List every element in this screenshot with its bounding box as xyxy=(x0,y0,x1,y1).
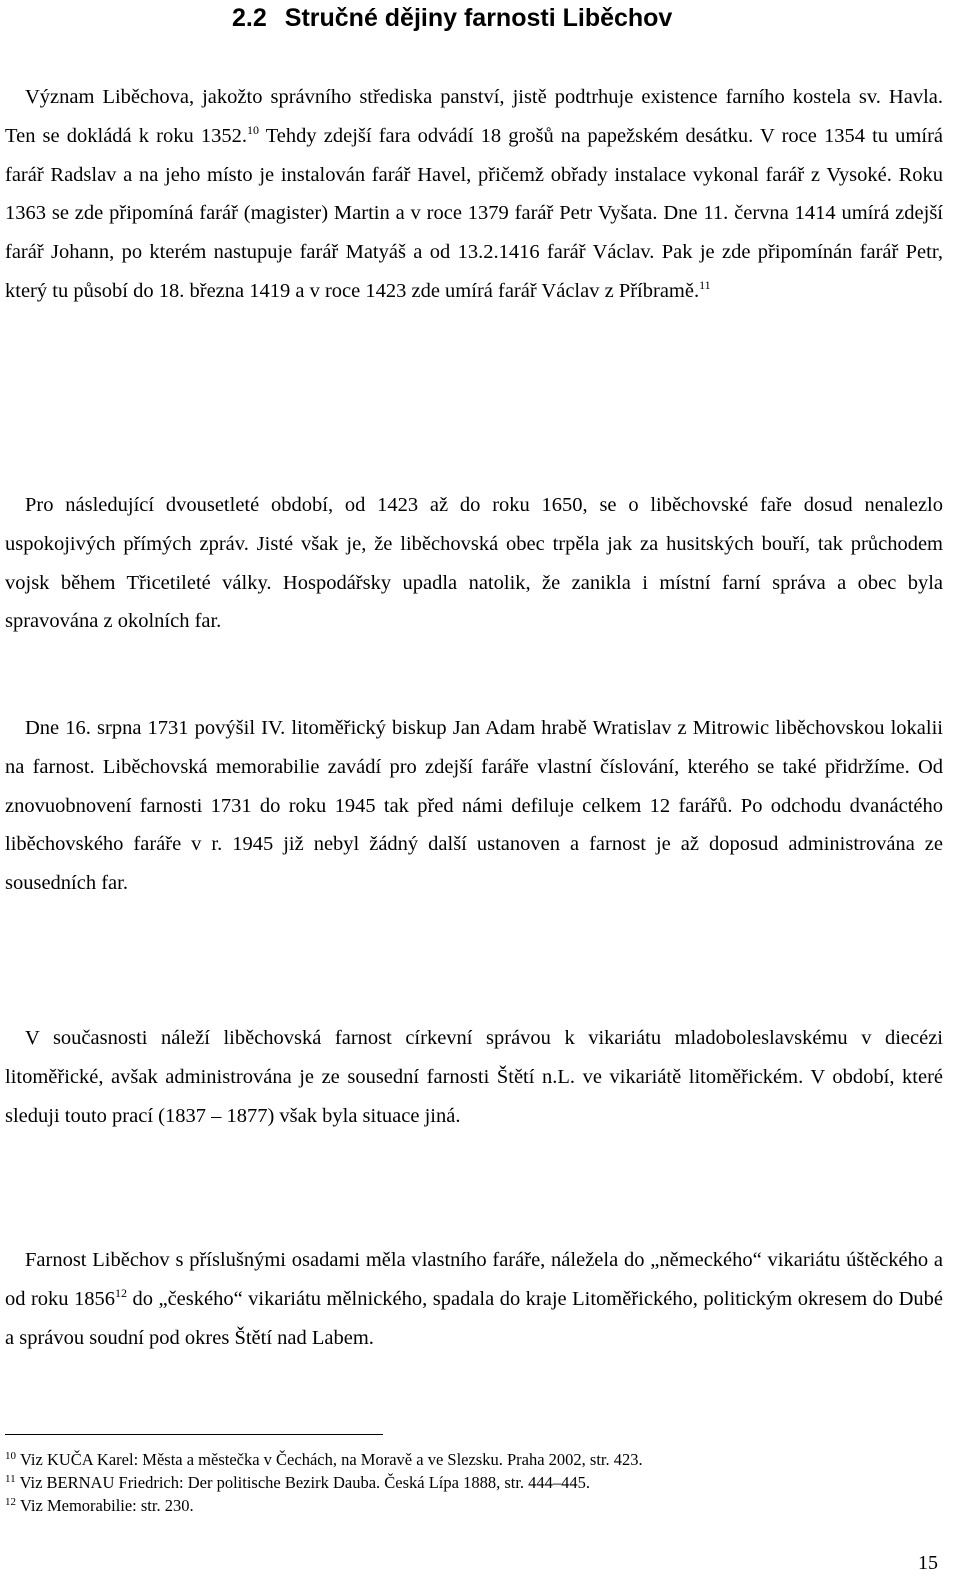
footnote-number: 11 xyxy=(5,1473,16,1485)
footnote-ref: 11 xyxy=(699,277,711,292)
footnote-ref: 10 xyxy=(246,122,259,137)
paragraph-text: Tehdy zdejší fara odvádí 18 grošů na papežském desátku. V roce 1354 tu umírá farář Radslav a na jeho místo je instalován farář Havel, přičemž obřady instalace vykonal farář z Vysoké. Roku 1363 se zde připomíná farář (magister) Martin a v roce 1379 farář Petr Vyšata. Dne 11. června 1414 umírá zdejší farář Johann, po kterém nastupuje farář Matyáš a od 13.2.1416 farář Václav. Pak je zde připomínán farář Petr, který tu působí do 18. března 1419 a v roce 1423 zde umírá farář Václav z Příbramě. xyxy=(5,124,943,302)
paragraph-text: do „českého“ vikariátu mělnického, spadala do kraje Litoměřického, politickým okresem do Dubé a správou soudní pod okres Štětí nad Labem. xyxy=(5,1287,943,1349)
footnote-text: Viz Memorabilie: str. 230. xyxy=(20,1496,194,1515)
section-number: 2.2 xyxy=(232,4,267,32)
paragraph-text: Význam Liběchova, jakožto správního střediska panství, jistě podtrhuje existence farního kostela sv. Havla. Ten se dokládá k roku 1352. xyxy=(5,86,943,147)
footnote-12 xyxy=(5,1496,194,1516)
footnote-number: 12 xyxy=(5,1496,16,1508)
footnote-11 xyxy=(5,1473,590,1493)
paragraph-5 xyxy=(5,1241,943,1357)
section-heading xyxy=(232,0,672,36)
footnote-number: 10 xyxy=(5,1450,16,1462)
paragraph-4: V současnosti náleží liběchovská farnost církevní správou k vikariátu mladoboleslavskému v diecézi litoměřické, avšak administrována je ze sousední farnosti Štětí n.L. ve vikariátě litoměřickém. V období, které sleduji touto prací (1837 – 1877) však byla situace jiná. xyxy=(5,1027,943,1127)
section-title: Stručné dějiny farnosti Liběchov xyxy=(284,4,673,32)
footnote-text: Viz BERNAU Friedrich: Der politische Bezirk Dauba. Česká Lípa 1888, str. 444–445. xyxy=(19,1473,591,1492)
paragraph-3: Dne 16. srpna 1731 povýšil IV. litoměřický biskup Jan Adam hrabě Wratislav z Mitrowic liběchovskou lokalii na farnost. Liběchovská memorabilie zavádí pro zdejší faráře vlastní číslování, kterého se také přidržíme. Od znovuobnovení farnosti 1731 do roku 1945 tak před námi defiluje celkem 12 farářů. Po odchodu dvanáctého liběchovského faráře v r. 1945 již nebyl žádný další ustanoven a farnost je až doposud administrována ze sousedních far. xyxy=(5,717,943,895)
paragraph-2: Pro následující dvousetleté období, od 1423 až do roku 1650, se o liběchovské faře dosud nenalezlo uspokojivých přímých zpráv. Jisté však je, že liběchovská obec trpěla jak za husitských bouří, tak průchodem vojsk během Třicetileté války. Hospodářsky upadla natolik, že zanikla i místní farní správa a obec byla spravována z okolních far. xyxy=(5,494,943,633)
footnote-10 xyxy=(5,1450,643,1470)
page-number: 15 xyxy=(918,1552,938,1574)
footnote-ref: 12 xyxy=(115,1285,128,1300)
footnote-text: Viz KUČA Karel: Města a městečka v Čechách, na Moravě a ve Slezsku. Praha 2002, str. 423. xyxy=(20,1450,643,1469)
footnote-divider xyxy=(5,1434,383,1435)
paragraph-text: Farnost Liběchov s příslušnými osadami měla vlastního faráře, náležela do „německého“ vikariátu úštěckého a od roku 1856 xyxy=(5,1249,943,1310)
paragraph-1 xyxy=(5,78,943,311)
